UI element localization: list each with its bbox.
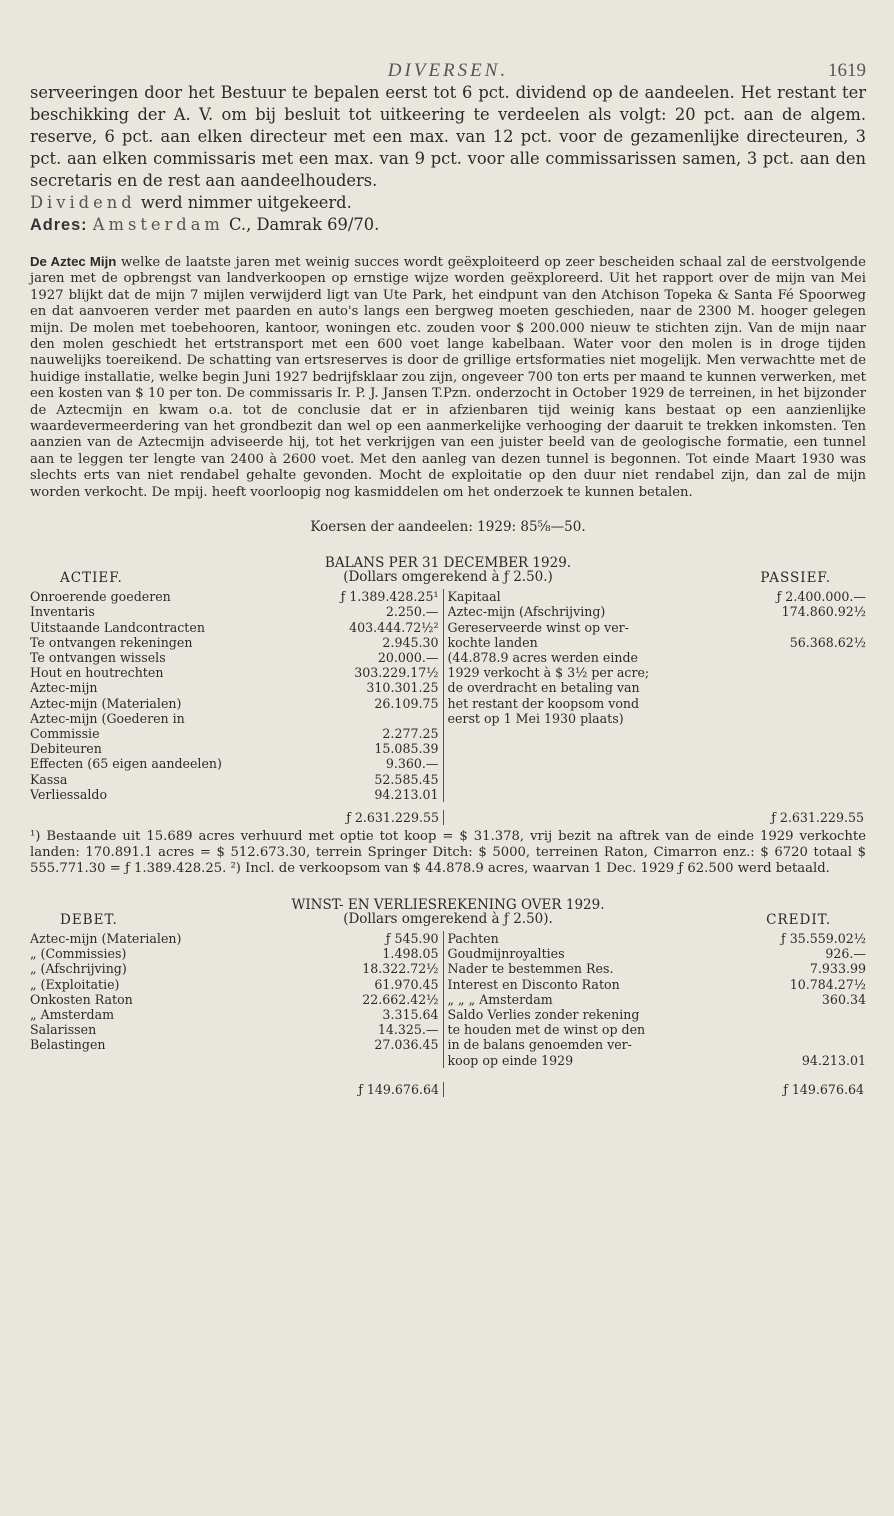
balance-ledger [30,589,866,802]
passief-value [786,711,866,726]
credit-row [448,1053,866,1068]
actief-row [30,680,443,695]
actief-label: Aztec-mijn (Materialen) [30,695,182,711]
credit-value [786,1007,866,1022]
passief-row [448,620,866,635]
pl-ledger [30,931,866,1068]
actief-row [30,772,443,787]
passief-label: Kapitaal [447,589,501,605]
passief-label: (44.878.9 acres werden einde [447,649,639,665]
passief-value [786,696,866,711]
credit-label: Pachten [447,930,499,946]
company-section [30,254,866,501]
pl-totals [30,1082,866,1097]
actief-value: 310.301.25 [366,680,439,696]
actief-label: Hout en houtrechten [30,665,164,681]
pl-total-right: ƒ 149.676.64 [783,1081,864,1097]
actief-row [30,696,443,711]
credit-value: 360.34 [821,991,866,1007]
passief-value: ƒ 2.400.000.— [776,589,866,605]
credit-value [786,1022,866,1037]
debet-value: 27.036.45 [374,1037,439,1053]
actief-label: Commissie [30,725,100,741]
credit-row [448,977,866,992]
share-prices: Koersen der aandeelen: 1929: 85⅝—50. [310,519,586,536]
debet-column [30,931,444,1068]
passief-value [786,680,866,695]
dividend-label: Dividend [30,193,136,212]
passief-row [448,635,866,650]
passief-label: het restant der koopsom vond [447,695,640,711]
actief-heading: ACTIEF. [60,570,123,587]
debet-row [30,977,443,992]
actief-value: 2.277.25 [382,725,439,741]
credit-row [448,946,866,961]
debet-label: Salarissen [30,1022,97,1038]
credit-row [448,992,866,1007]
credit-label: Saldo Verlies zonder rekening [447,1006,640,1022]
intro-paragraph: serveeringen door het Bestuur te bepalen eerst tot 6 pct. dividend op de aandeelen. Het restant ter beschikking der A. V. om bij besluit tot uitkeering te verdeelen als volgt: 20 pct. aan de algem. reserve, 6 pct. aan elken directeur met een max. van 12 pct. voor de gezamenlijke directeuren, 3 pct. aan elken commissaris met een max. van 9 pct. voor alle commissarissen samen, 3 pct. aan den secretaris en de rest aan aandeelhouders. [30,83,866,190]
company-description: welke de laatste jaren met weinig succes wordt geëxploiteerd op zeer bescheiden schaal zal de eerstvolgende jaren met de opbrengst van landverkoopen op ernstige wijze worden geëxploreerd. Uit het rapport over de mijn van Mei 1927 blijkt dat de mijn 7 mijlen verwijderd ligt van Ute Park, het eindpunt van den Atchison Topeka & Santa Fé Spoorweg en dat aanvoeren verder met paarden en auto's langs een bergweg moeten geschieden, naar de 2300 M. hooger gelegen mijn. De molen met toebehooren, kantoor, woningen etc. zouden voor $ 200.000 nieuw te stichten zijn. Van de mijn naar den molen geschiedt het ertstransport met een 600 voet lange kabelbaan. Water voor den molen is in droge tijden nauwelijks toereikend. De schatting van ertsreserves is door de grillige ertsformaties niet mogelijk. Men verwachtte met de huidige installatie, welke begin Juni 1927 bedrijfsklaar zou zijn, ongeveer 700 ton erts per maand te kunnen verwerken, met een kosten van $ 10 per ton. De commissaris Ir. P. J. Jansen T.Pzn. onderzocht in October 1929 de terreinen, in het bijzonder de Aztecmijn en kwam o.a. tot de conclusie dat er in afzienbaren tijd weinig kans bestaat op een aanzienlijke waardevermeerdering van het grondbezit dan wel op een aanmerkelijke verhooging der daaruit te trekken inkomsten. Ten aanzien van de Aztecmijn adviseerde hij, tot het verkrijgen van een juister beeld van de geologische formatie, een tunnel aan te leggen ter lengte van 2400 à 2600 voet. Met den aanleg van dezen tunnel is begonnen. Tot einde Maart 1930 was slechts erts van niet rendabel gehalte gevonden. Mocht de exploitatie op den duur niet rendabel zijn, dan zal de mijn worden verkocht. De mpij. heeft voorloopig nog kasmiddelen om het onderzoek te kunnen betalen. [30,255,866,500]
debet-row [30,992,443,1007]
actief-value: ƒ 1.389.428.25¹ [340,589,439,605]
adres-label: Adres: [30,216,88,234]
company-name: De Aztec Mijn [30,254,117,269]
passief-label: Aztec-mijn (Afschrijving) [447,604,606,620]
credit-value [786,1037,866,1052]
debet-label: „ (Commissies) [30,946,127,962]
passief-heading: PASSIEF. [760,570,831,587]
dividend-text: werd nimmer uitgekeerd. [140,193,352,212]
actief-label: Onroerende goederen [30,589,171,605]
debet-value: 3.315.64 [382,1006,439,1022]
actief-label: Inventaris [30,604,95,620]
credit-value: 94.213.01 [801,1052,866,1068]
passief-label: de overdracht en betaling van [447,680,640,696]
passief-row [448,711,866,726]
debet-value: 22.662.42½ [362,991,439,1007]
passief-row [448,604,866,619]
debet-row [30,1007,443,1022]
balance-subtitle: (Dollars omgerekend à ƒ 2.50.) [343,569,553,586]
pl-subtitle: (Dollars omgerekend à ƒ 2.50). [343,910,553,927]
credit-label: koop op einde 1929 [447,1052,574,1068]
debet-value: 1.498.05 [382,946,439,962]
credit-column [444,931,866,1068]
passief-row [448,589,866,604]
credit-label: in de balans genoemden ver- [447,1037,632,1053]
actief-row [30,650,443,665]
debet-row [30,931,443,946]
actief-row [30,711,443,726]
adres-city: Amsterdam [92,215,224,234]
debet-label: Belastingen [30,1037,106,1053]
pl-header [30,897,866,931]
credit-heading: CREDIT. [766,911,831,928]
credit-label: Goudmijnroyalties [447,946,565,962]
debet-label: „ Amsterdam [30,1006,115,1022]
balance-totals [30,810,866,825]
passief-row [448,680,866,695]
passief-row [448,650,866,665]
actief-value: 94.213.01 [374,786,439,802]
balance-footnote: ¹) Bestaande uit 15.689 acres verhuurd met optie tot koop = $ 31.378, vrij bezit na aftrek van de einde 1929 verkochte landen: 170.891.1 acres = $ 512.673.30, terrein Springer Ditch: $ 5000, terreinen Raton, Cimarron enz.: $ 6720 totaal $ 555.771.30 = ƒ 1.389.428.25. ²) Incl. de verkoopsom van $ 44.878.9 acres, waarvan 1 Dec. 1929 ƒ 62.500 werd betaald. [30,828,866,876]
actief-row [30,620,443,635]
balance-total-right: ƒ 2.631.229.55 [771,809,864,825]
credit-value: 10.784.27½ [789,976,866,992]
passief-label: 1929 verkocht à $ 3½ per acre; [447,665,650,681]
credit-value: 7.933.99 [809,961,866,977]
actief-row [30,741,443,756]
passief-value: 174.860.92½ [781,604,866,620]
credit-row [448,1037,866,1052]
credit-label: „ „ „ Amsterdam [447,991,553,1007]
actief-label: Debiteuren [30,741,102,757]
credit-row [448,1022,866,1037]
passief-column [444,589,866,802]
actief-value: 9.360.— [385,756,439,772]
actief-label: Te ontvangen rekeningen [30,634,193,650]
passief-value [786,650,866,665]
balance-total-left: ƒ 2.631.229.55 [30,810,444,825]
actief-label: Uitstaande Landcontracten [30,619,205,635]
passief-row [448,665,866,680]
debet-heading: DEBET. [60,911,118,928]
debet-row [30,961,443,976]
actief-value: 2.945.30 [382,634,439,650]
running-title: DIVERSEN. [387,60,509,81]
actief-label: Verliessaldo [30,786,108,802]
passief-value [786,665,866,680]
credit-row [448,931,866,946]
actief-value: 15.085.39 [374,741,439,757]
credit-row [448,1007,866,1022]
pl-title: WINST- EN VERLIESREKENING OVER 1929. [291,896,605,913]
actief-row [30,665,443,680]
actief-value: 52.585.45 [374,771,439,787]
actief-value: 303.229.17½ [354,665,439,681]
actief-value [359,711,443,726]
adres-rest: C., Damrak 69/70. [229,215,380,234]
credit-label: te houden met de winst op den [447,1022,646,1038]
passief-row [448,696,866,711]
debet-label: „ (Exploitatie) [30,976,120,992]
debet-label: Aztec-mijn (Materialen) [30,930,182,946]
passief-label: kochte landen [447,634,538,650]
actief-row [30,589,443,604]
actief-row [30,787,443,802]
passief-label: Gereserveerde winst op ver- [447,619,629,635]
debet-label: „ (Afschrijving) [30,961,127,977]
debet-value: 61.970.45 [374,976,439,992]
actief-label: Te ontvangen wissels [30,649,166,665]
credit-label: Interest en Disconto Raton [447,976,620,992]
pl-total-left: ƒ 149.676.64 [30,1082,444,1097]
debet-value: ƒ 545.90 [385,930,439,946]
balance-title: BALANS PER 31 DECEMBER 1929. [324,555,572,572]
passief-value: 56.368.62½ [789,634,866,650]
credit-value: ƒ 35.559.02½ [781,930,866,946]
page-number: 1619 [828,60,866,81]
passief-label: eerst op 1 Mei 1930 plaats) [447,710,624,726]
actief-row [30,726,443,741]
intro-section [30,82,866,236]
actief-value: 403.444.72½² [349,619,439,635]
page [30,40,866,1097]
actief-label: Kassa [30,771,68,787]
balance-header [30,555,866,589]
running-header [30,40,866,82]
actief-value: 20.000.— [377,649,439,665]
debet-row [30,1037,443,1052]
actief-row [30,604,443,619]
debet-row [30,946,443,961]
actief-value: 26.109.75 [374,695,439,711]
debet-label: Onkosten Raton [30,991,133,1007]
actief-row [30,635,443,650]
debet-value: 18.322.72½ [362,961,439,977]
credit-label: Nader te bestemmen Res. [447,961,614,977]
actief-column [30,589,444,802]
actief-row [30,756,443,771]
debet-row [30,1022,443,1037]
credit-value: 926.— [825,946,866,962]
credit-row [448,961,866,976]
actief-label: Effecten (65 eigen aandeelen) [30,756,222,772]
actief-value: 2.250.— [385,604,439,620]
actief-label: Aztec-mijn (Goederen in [30,710,185,726]
passief-value [786,620,866,635]
debet-value: 14.325.— [377,1022,439,1038]
actief-label: Aztec-mijn [30,680,98,696]
